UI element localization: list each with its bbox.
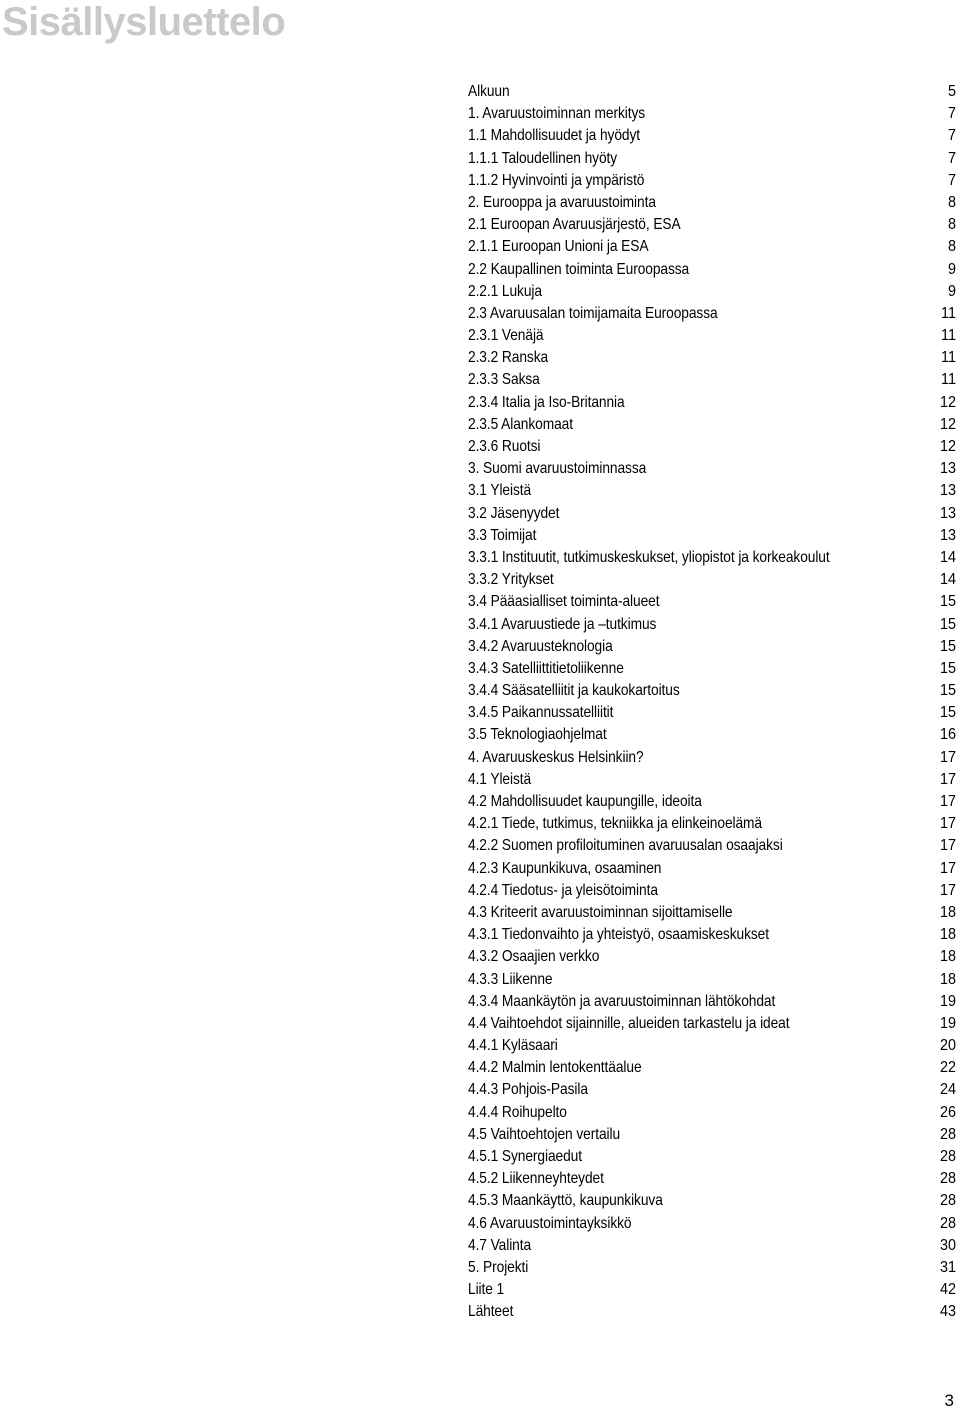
toc-entry-page-number: 12: [939, 415, 956, 433]
toc-entry[interactable]: [468, 858, 956, 880]
toc-entry-page-number: 43: [939, 1303, 956, 1321]
toc-entry-page-number: 13: [939, 460, 956, 478]
toc-entry-title: 2. Eurooppa ja avaruustoiminta: [468, 193, 656, 211]
toc-entry[interactable]: [468, 1102, 956, 1124]
toc-entry-title: Lähteet: [468, 1303, 514, 1321]
toc-entry[interactable]: [468, 1190, 956, 1212]
toc-entry[interactable]: [468, 1124, 956, 1146]
toc-entry-title: 4.5.3 Maankäyttö, kaupunkikuva: [468, 1192, 663, 1210]
toc-entry-page-number: 28: [939, 1125, 956, 1143]
toc-entry-title: 4.1 Yleistä: [468, 770, 532, 788]
toc-entry-title: 4.3.2 Osaajien verkko: [468, 948, 600, 966]
toc-entry[interactable]: [468, 103, 956, 125]
toc-entry-title: 3.4 Pääasialliset toiminta-alueet: [468, 593, 660, 611]
toc-entry-page-number: 11: [941, 371, 956, 389]
toc-entry-title: 3.3 Toimijat: [468, 526, 537, 544]
toc-entry-page-number: 5: [947, 83, 956, 100]
toc-entry-page-number: 15: [939, 704, 956, 722]
toc-entry-page-number: 31: [939, 1258, 956, 1276]
toc-entry-title: 4.4 Vaihtoehdot sijainnille, alueiden tarkastelu ja ideat: [468, 1014, 790, 1032]
toc-entry-page-number: 20: [939, 1037, 956, 1055]
toc-entry[interactable]: [468, 281, 956, 303]
toc-entry-title: Alkuun: [468, 83, 510, 100]
toc-entry-page-number: 22: [939, 1059, 956, 1077]
toc-entry-title: 3.4.1 Avaruustiede ja –tutkimus: [468, 615, 657, 633]
toc-entry[interactable]: [468, 1035, 956, 1057]
toc-entry-page-number: 13: [939, 482, 956, 500]
toc-entry-page-number: 28: [939, 1148, 956, 1165]
toc-entry-title: 4.4.2 Malmin lentokenttäalue: [468, 1059, 642, 1077]
toc-entry-title: 2.3.2 Ranska: [468, 349, 549, 367]
toc-entry-title: 2.3.5 Alankomaat: [468, 415, 573, 433]
toc-entry-page-number: 7: [947, 149, 956, 167]
toc-entry-page-number: 7: [947, 171, 956, 189]
toc-entry[interactable]: [468, 880, 956, 902]
toc-entry[interactable]: [468, 303, 956, 325]
toc-entry[interactable]: [468, 1213, 956, 1235]
toc-entry-page-number: 13: [939, 504, 956, 522]
toc-entry[interactable]: [468, 214, 956, 236]
toc-entry-page-number: 17: [939, 837, 956, 855]
toc-entry[interactable]: [468, 1301, 956, 1323]
toc-entry[interactable]: [468, 991, 956, 1013]
toc-entry-page-number: 13: [939, 526, 956, 544]
toc-entry-page-number: 19: [939, 992, 956, 1010]
toc-entry-title: 4.3 Kriteerit avaruustoiminnan sijoittamiselle: [468, 903, 733, 921]
toc-entry-title: 4.2.4 Tiedotus- ja yleisötoiminta: [468, 881, 658, 899]
toc-entry[interactable]: [468, 347, 956, 369]
toc-entry[interactable]: [468, 325, 956, 347]
toc-entry-title: 4.5.2 Liikenneyhteydet: [468, 1170, 604, 1188]
toc-entry[interactable]: [468, 125, 956, 147]
toc-entry-page-number: 19: [939, 1014, 956, 1032]
toc-entry-page-number: 17: [939, 815, 956, 833]
toc-entry[interactable]: [468, 724, 956, 746]
toc-entry[interactable]: [468, 369, 956, 391]
toc-entry[interactable]: [468, 525, 956, 547]
toc-entry-title: 3. Suomi avaruustoiminnassa: [468, 460, 647, 478]
toc-entry[interactable]: [468, 813, 956, 835]
toc-entry-title: 3.4.5 Paikannussatelliitit: [468, 704, 614, 722]
toc-entry-page-number: 28: [939, 1170, 956, 1188]
toc-entry[interactable]: [468, 192, 956, 214]
toc-entry-page-number: 26: [939, 1103, 956, 1121]
toc-entry[interactable]: [468, 458, 956, 480]
toc-entry[interactable]: [468, 259, 956, 281]
toc-entry-title: 4.3.4 Maankäytön ja avaruustoiminnan lähtökohdat: [468, 992, 776, 1010]
toc-entry[interactable]: [468, 658, 956, 680]
toc-entry-page-number: 11: [941, 327, 956, 345]
toc-entry[interactable]: [468, 680, 956, 702]
toc-entry-page-number: 9: [947, 282, 956, 300]
toc-entry[interactable]: [468, 769, 956, 791]
page-title: Sisällysluettelo: [2, 0, 286, 44]
toc-entry-page-number: 14: [939, 548, 956, 566]
toc-entry[interactable]: [468, 480, 956, 502]
toc-entry[interactable]: [468, 547, 956, 569]
toc-entry-page-number: 8: [947, 238, 956, 256]
toc-entry-page-number: 15: [939, 637, 956, 655]
toc-entry-title: 4.6 Avaruustoimintayksikkö: [468, 1214, 632, 1232]
toc-entry[interactable]: [468, 1168, 956, 1190]
toc-entry-title: 3.1 Yleistä: [468, 482, 532, 500]
toc-entry-page-number: 24: [939, 1081, 956, 1099]
toc-entry[interactable]: [468, 392, 956, 414]
toc-entry-page-number: 11: [941, 304, 956, 322]
toc-entry-page-number: 11: [941, 349, 956, 367]
toc-entry-page-number: 18: [939, 903, 956, 921]
toc-entry-title: 1.1.2 Hyvinvointi ja ympäristö: [468, 171, 645, 189]
toc-entry-page-number: 8: [947, 193, 956, 211]
toc-entry-title: 3.5 Teknologiaohjelmat: [468, 726, 607, 744]
toc-entry[interactable]: [468, 1257, 956, 1279]
toc-entry-page-number: 12: [939, 393, 956, 411]
toc-entry-title: 4.4.3 Pohjois-Pasila: [468, 1081, 588, 1099]
toc-entry-title: 4.2.2 Suomen profiloituminen avaruusalan osaajaksi: [468, 837, 783, 855]
toc-entry-page-number: 42: [939, 1281, 956, 1299]
toc-entry[interactable]: [468, 503, 956, 525]
toc-entry-title: 2.3.4 Italia ja Iso-Britannia: [468, 393, 625, 411]
toc-entry-page-number: 17: [939, 770, 956, 788]
toc-entry-title: 4.2.3 Kaupunkikuva, osaaminen: [468, 859, 662, 877]
toc-entry[interactable]: [468, 236, 956, 258]
toc-entry-page-number: 14: [939, 571, 956, 589]
toc-entry-title: 2.2.1 Lukuja: [468, 282, 542, 300]
toc-entry-title: 1.1 Mahdollisuudet ja hyödyt: [468, 127, 640, 145]
toc-entry-page-number: 15: [939, 659, 956, 677]
toc-entry-title: 3.3.1 Instituutit, tutkimuskeskukset, yliopistot ja korkeakoulut: [468, 548, 830, 566]
toc-entry[interactable]: [468, 1079, 956, 1101]
toc-entry-title: 4. Avaruuskeskus Helsinkiin?: [468, 748, 644, 766]
toc-entry-page-number: 18: [939, 970, 956, 988]
toc-entry[interactable]: [468, 614, 956, 636]
toc-entry-page-number: 18: [939, 926, 956, 944]
toc-entry-page-number: 15: [939, 682, 956, 700]
toc-entry-title: 4.4.1 Kyläsaari: [468, 1037, 558, 1055]
toc-entry-page-number: 15: [939, 593, 956, 611]
toc-entry-page-number: 17: [939, 859, 956, 877]
toc-entry-title: 1. Avaruustoiminnan merkitys: [468, 105, 646, 123]
toc-entry-page-number: 8: [947, 216, 956, 234]
toc-entry-title: 4.3.1 Tiedonvaihto ja yhteistyö, osaamiskeskukset: [468, 926, 769, 944]
toc-entry[interactable]: [468, 1057, 956, 1079]
toc-entry-title: 2.3.3 Saksa: [468, 371, 540, 389]
toc-entry-title: 2.3.1 Venäjä: [468, 327, 544, 345]
toc-entry-page-number: 17: [939, 881, 956, 899]
toc-entry[interactable]: [468, 702, 956, 724]
toc-entry[interactable]: [468, 747, 956, 769]
toc-entry[interactable]: [468, 946, 956, 968]
toc-entry[interactable]: [468, 170, 956, 192]
toc-entry-page-number: 18: [939, 948, 956, 966]
toc-entry[interactable]: [468, 835, 956, 857]
toc-entry-title: 5. Projekti: [468, 1258, 529, 1276]
toc-entry-title: 4.2.1 Tiede, tutkimus, tekniikka ja elinkeinoelämä: [468, 815, 762, 833]
toc-entry-title: 4.5 Vaihtoehtojen vertailu: [468, 1125, 621, 1143]
toc-entry-title: 4.4.4 Roihupelto: [468, 1103, 567, 1121]
toc-entry-page-number: 17: [939, 748, 956, 766]
toc-entry-page-number: 30: [939, 1236, 956, 1254]
toc-entry-title: 3.4.2 Avaruusteknologia: [468, 637, 613, 655]
toc-entry[interactable]: [468, 1013, 956, 1035]
toc-entry-page-number: 9: [947, 260, 956, 278]
toc-entry[interactable]: [468, 436, 956, 458]
toc-entry-page-number: 28: [939, 1192, 956, 1210]
toc-entry-title: 2.1.1 Euroopan Unioni ja ESA: [468, 238, 649, 256]
toc-entry-page-number: 7: [947, 127, 956, 145]
toc-entry-page-number: 28: [939, 1214, 956, 1232]
table-of-contents: [468, 81, 956, 1324]
toc-entry[interactable]: [468, 924, 956, 946]
toc-entry-page-number: 12: [939, 438, 956, 455]
toc-entry-title: 4.7 Valinta: [468, 1236, 532, 1254]
toc-entry[interactable]: [468, 1235, 956, 1257]
toc-entry-title: 4.3.3 Liikenne: [468, 970, 553, 988]
toc-entry-page-number: 15: [939, 615, 956, 633]
toc-entry-page-number: 16: [939, 726, 956, 744]
toc-entry[interactable]: [468, 1279, 956, 1301]
toc-entry-title: Liite 1: [468, 1281, 505, 1299]
toc-entry-title: 3.4.4 Sääsatelliitit ja kaukokartoitus: [468, 682, 680, 700]
toc-entry-title: 4.2 Mahdollisuudet kaupungille, ideoita: [468, 793, 702, 810]
toc-entry[interactable]: [468, 414, 956, 436]
toc-entry[interactable]: [468, 81, 956, 103]
toc-entry[interactable]: [468, 148, 956, 170]
toc-entry[interactable]: [468, 902, 956, 924]
toc-entry-page-number: 7: [947, 105, 956, 123]
toc-entry-title: 4.5.1 Synergiaedut: [468, 1148, 582, 1165]
toc-entry[interactable]: [468, 969, 956, 991]
toc-entry-title: 2.3 Avaruusalan toimijamaita Euroopassa: [468, 304, 718, 322]
toc-entry[interactable]: [468, 569, 956, 591]
toc-entry-title: 2.1 Euroopan Avaruusjärjestö, ESA: [468, 216, 681, 234]
toc-entry-title: 3.3.2 Yritykset: [468, 571, 554, 589]
toc-entry[interactable]: [468, 791, 956, 813]
toc-entry-title: 3.2 Jäsenyydet: [468, 504, 560, 522]
toc-entry-title: 2.2 Kaupallinen toiminta Euroopassa: [468, 260, 690, 278]
toc-entry-title: 1.1.1 Taloudellinen hyöty: [468, 149, 618, 167]
toc-entry[interactable]: [468, 636, 956, 658]
toc-entry-title: 2.3.6 Ruotsi: [468, 438, 541, 455]
toc-entry-title: 3.4.3 Satelliittitietoliikenne: [468, 659, 624, 677]
toc-entry[interactable]: [468, 591, 956, 613]
page-number: 3: [944, 1391, 954, 1410]
toc-entry[interactable]: [468, 1146, 956, 1168]
toc-entry-page-number: 17: [939, 793, 956, 810]
